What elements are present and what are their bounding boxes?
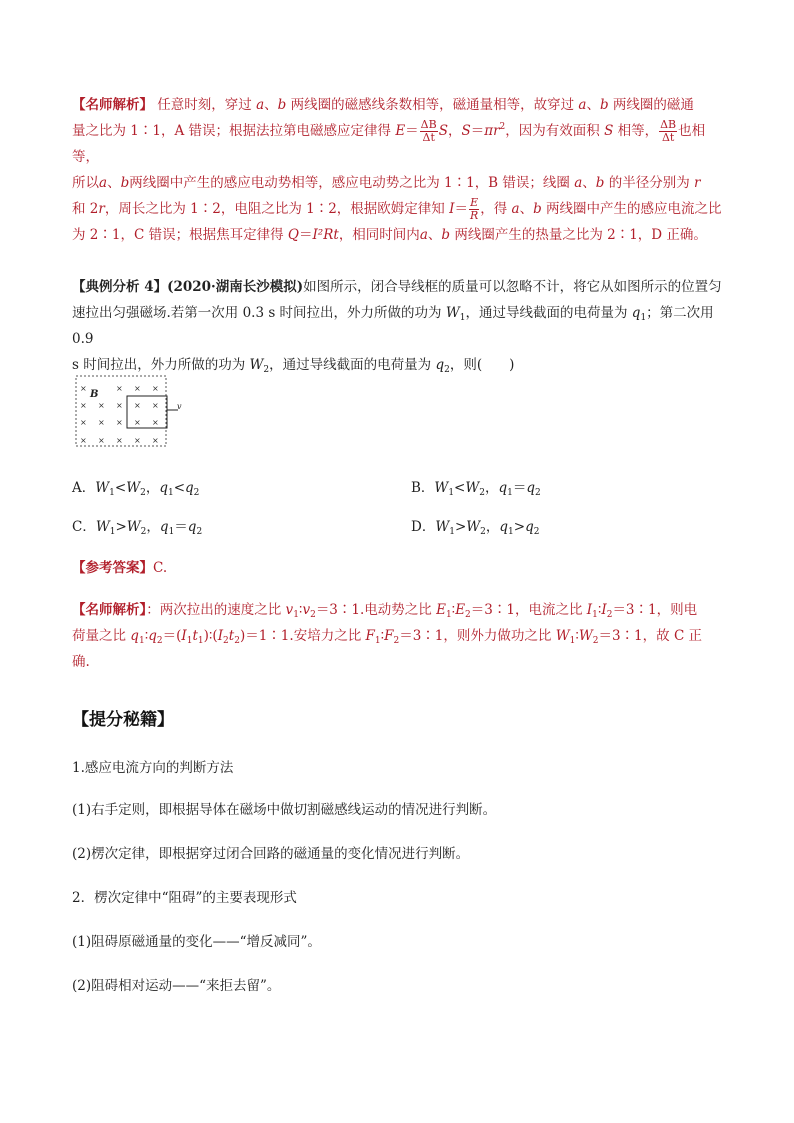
fraction-E-R: $\frac{E}{R}$ (469, 196, 479, 222)
analysis1-line-4: 和 2r，周长之比为 1∶2，电阻之比为 1∶2，根据欧姆定律知 I＝ $\frac{E}{R}$ ，得 a、b 两线圈中产生的感应电流之比 (72, 196, 722, 222)
analysis-tag: 【名师解析】 (72, 97, 153, 113)
field-cross-mark: × (80, 436, 87, 445)
example4-line-2: 速拉出匀强磁场.若第一次用 0.3 s 时间拉出，外力所做的功为 $W_1$，通过导线截面的电荷量为 $q_1$；第二次用 0.9 (72, 305, 714, 347)
field-cross-mark: × (152, 401, 159, 410)
magnetic-field-figure (74, 374, 194, 450)
example4-line-1: 【典例分析 4】(2020·湖南长沙模拟)如图所示，闭合导线框的质量可以忽略不计，将它从如图所示的位置匀 (72, 279, 722, 295)
field-cross-mark: × (98, 436, 105, 445)
example-tag: 【典例分析 4】 (72, 279, 168, 295)
field-cross-mark: × (116, 436, 123, 445)
analysis1-line-5: 为 2∶1，C 错误；根据焦耳定律得 Q＝I²Rt，相同时间内a、b 两线圈产生的热量之比为 2∶1，D 正确。 (72, 227, 707, 243)
analysis1-line-1: 【名师解析】 任意时刻，穿过 a、b 两线圈的磁感线条数相等，磁通量相等，故穿过 a、b 两线圈的磁通 (72, 97, 694, 113)
option-A: A．$W_1<W_2$，$q_1<q_2$ (72, 480, 200, 498)
analysis1-line-3: 所以a、b两线圈中产生的感应电动势相等，感应电动势之比为 1∶1，B 错误；线圈 a、b 的半径分别为 r (72, 175, 701, 191)
field-cross-mark: × (152, 418, 159, 427)
field-cross-mark: × (152, 436, 159, 445)
field-cross-mark: × (98, 401, 105, 410)
field-label-B: B (90, 389, 99, 400)
velocity-label-v: v (177, 402, 182, 411)
example4-line-3: s 时间拉出，外力所做的功为 $W_2$，通过导线截面的电荷量为 $q_2$，则( ) (72, 357, 515, 375)
tips-item-3: (2)楞次定律，即根据穿过闭合回路的磁通量的变化情况进行判断。 (72, 846, 470, 862)
analysis1-line-2: 量之比为 1∶1，A 错误；根据法拉第电磁感应定律得 E＝ $\frac{\Delta B}{\Delta t}$ S，$S=\pi r^2$，因为有效面积 S 相等， $\frac{\Delta B}{\Delta t}$ 也相等， (72, 118, 706, 165)
tips-item-5: (1)阻碍原磁通量的变化——“增反减同”。 (72, 934, 321, 950)
tips-item-4: 2．楞次定律中“阻碍”的主要表现形式 (72, 890, 297, 906)
field-cross-mark: × (116, 384, 123, 393)
field-cross-mark: × (80, 384, 87, 393)
option-B: B．$W_1<W_2$，$q_1=q_2$ (411, 480, 541, 498)
fraction-dB-dt-2: $\frac{\Delta B}{\Delta t}$ (660, 118, 677, 144)
option-C: C．$W_1>W_2$，$q_1=q_2$ (72, 519, 203, 537)
analysis2-line-3: 确. (72, 654, 90, 670)
fraction-dB-dt: $\frac{\Delta B}{\Delta t}$ (420, 118, 437, 144)
option-D: D．$W_1>W_2$，$q_1>q_2$ (411, 519, 540, 537)
field-cross-mark: × (116, 418, 123, 427)
field-cross-mark: × (134, 436, 141, 445)
reference-answer: 【参考答案】C. (72, 560, 168, 576)
field-cross-mark: × (152, 384, 159, 393)
section-heading-tips: 【提分秘籍】 (72, 710, 174, 730)
field-cross-mark: × (98, 418, 105, 427)
tips-item-2: (1)右手定则，即根据导体在磁场中做切割磁感线运动的情况进行判断。 (72, 802, 497, 818)
field-cross-mark: × (134, 418, 141, 427)
tips-item-6: (2)阻碍相对运动——“来拒去留”。 (72, 978, 281, 994)
analysis2-line-2: 荷量之比 $q_1∶q_2=(I_1t_1)∶(I_2t_2)=1∶1$.安培力之比 $F_1∶F_2=3∶1$，则外力做功之比 $W_1∶W_2=3∶1$，故 C 正 (72, 628, 703, 646)
field-cross-mark: × (80, 418, 87, 427)
tips-item-1: 1.感应电流方向的判断方法 (72, 760, 234, 776)
analysis-paragraph-1 (72, 92, 722, 248)
field-cross-mark: × (134, 401, 141, 410)
analysis-paragraph-2 (72, 597, 722, 675)
example-source: (2020·湖南长沙模拟) (167, 279, 304, 295)
field-cross-mark: × (80, 401, 87, 410)
wire-frame (127, 396, 167, 428)
field-cross-mark: × (134, 384, 141, 393)
example-4-paragraph (72, 274, 722, 378)
field-cross-mark: × (116, 401, 123, 410)
analysis2-line-1: 【名师解析】：两次拉出的速度之比 $v_1∶v_2=3∶1$.电动势之比 $E_1∶E_2=3∶1$，电流之比 $I_1∶I_2=3∶1$，则电 (72, 602, 698, 620)
